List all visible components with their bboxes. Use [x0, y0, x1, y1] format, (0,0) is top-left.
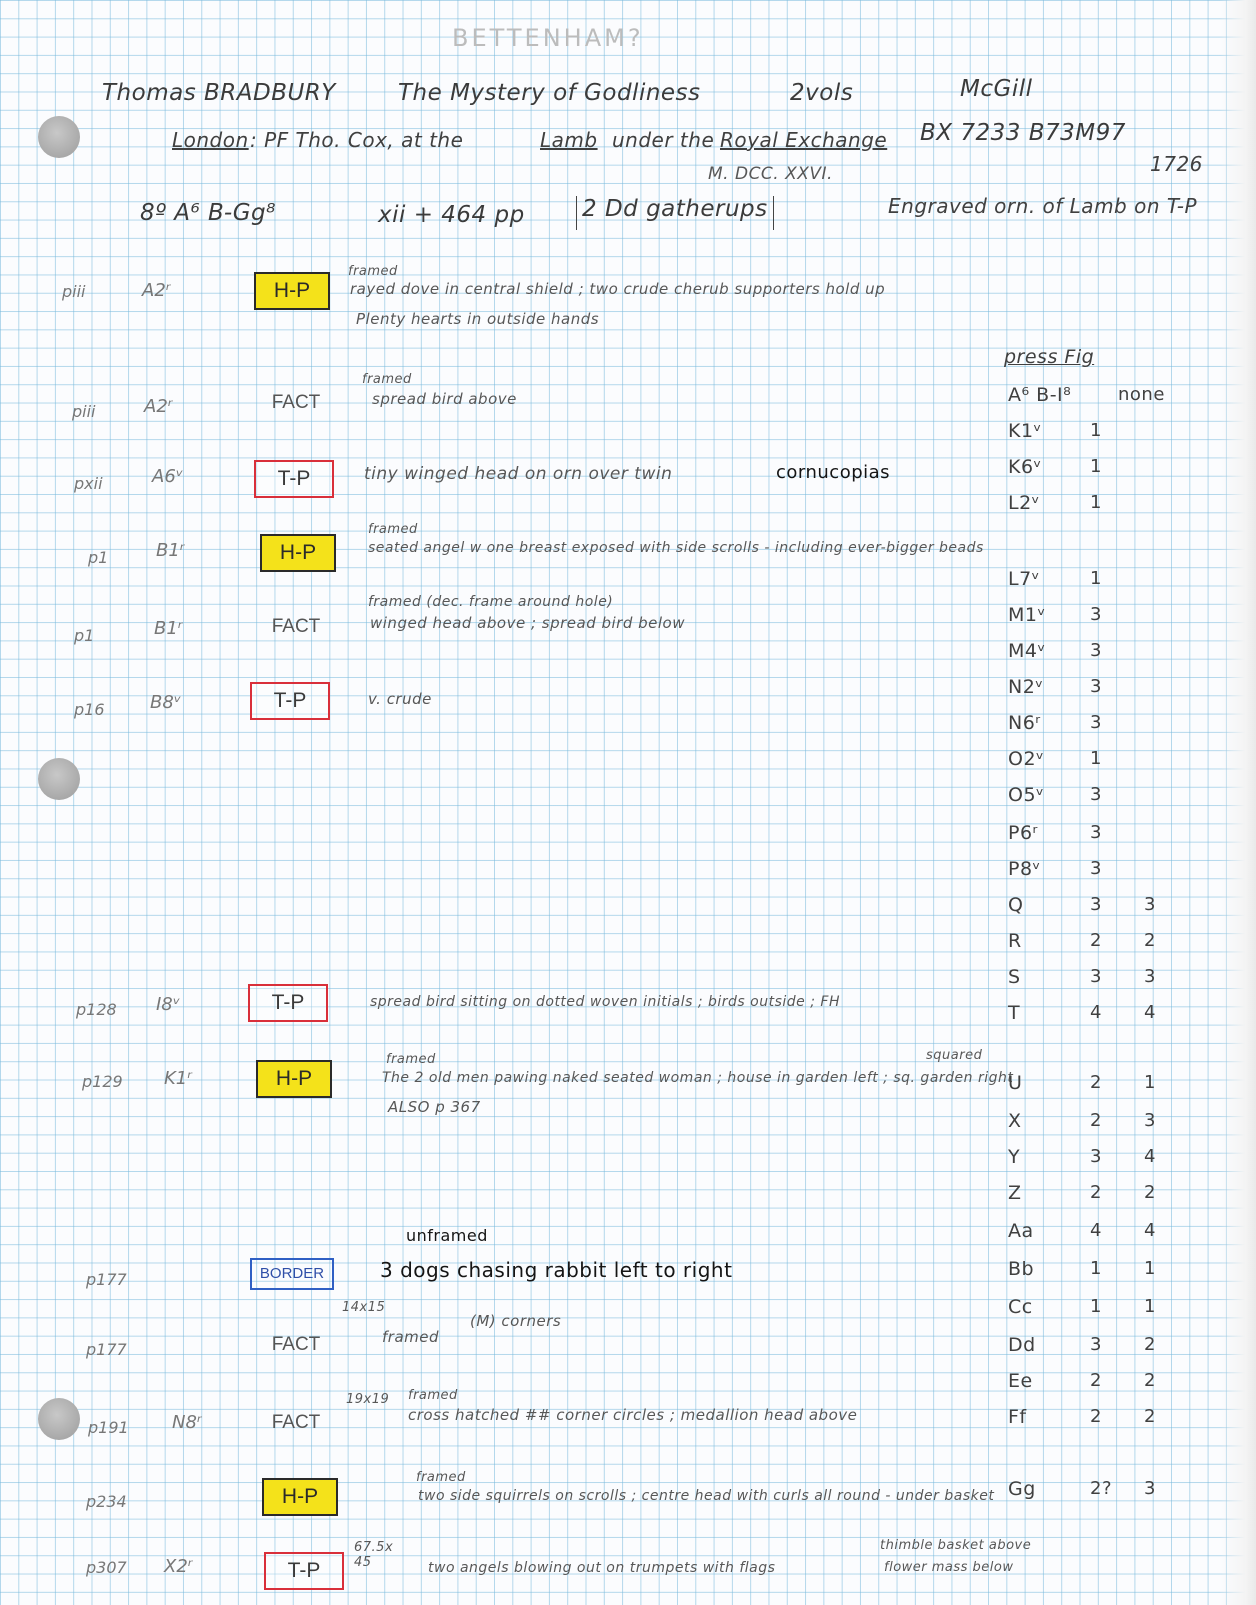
- press-row-figure-1: 2: [1090, 1110, 1102, 1131]
- punch-hole-bottom: [38, 1398, 80, 1440]
- press-row-signature: Z: [1008, 1182, 1022, 1204]
- press-row-figure-2: 2: [1144, 930, 1156, 951]
- entry-description: two angels blowing out on trumpets with flags: [428, 1560, 776, 1576]
- press-row-signature: L7ᵛ: [1008, 568, 1041, 590]
- tag-headpiece: H-P: [254, 272, 330, 310]
- press-row-figure-1: 2: [1090, 1182, 1102, 1203]
- tag-tailpiece: T-P: [264, 1552, 344, 1590]
- entry-description: seated angel w one breast exposed with side scrolls - including ever-bigger beads: [368, 540, 984, 556]
- entry-description: tiny winged head on orn over twin: [364, 464, 673, 484]
- press-row-figure-1: 1: [1090, 456, 1102, 477]
- press-row-figure-2: 3: [1144, 1478, 1156, 1499]
- entry-page: piii: [72, 402, 96, 421]
- press-row-figure-2: 2: [1144, 1406, 1156, 1427]
- tag-factotum: FACT: [271, 1412, 321, 1433]
- press-row-signature: O2ᵛ: [1008, 748, 1045, 770]
- annotation-bettenham: BETTENHAM?: [452, 24, 644, 52]
- entry-size: 14x15: [342, 1300, 386, 1315]
- press-row-signature: O5ᵛ: [1008, 784, 1045, 806]
- tag-tailpiece: T-P: [248, 984, 328, 1022]
- entry-description-cont: Plenty hearts in outside hands: [356, 310, 600, 328]
- press-row-figure-2: 2: [1144, 1334, 1156, 1355]
- entry-note-flower: flower mass below: [884, 1560, 1014, 1575]
- entry-note-framed: framed: [408, 1388, 458, 1403]
- entry-description-pen: 3 dogs chasing rabbit left to right: [380, 1258, 733, 1282]
- press-row-figure-2: 1: [1144, 1258, 1156, 1279]
- page-edge: [1220, 0, 1256, 1605]
- tag-factotum: FACT: [271, 616, 321, 637]
- entry-description: cross hatched ## corner circles ; medallion head above: [408, 1406, 858, 1424]
- entry-corners: (M) corners: [470, 1312, 562, 1330]
- press-row-figure-1: 4: [1090, 1220, 1102, 1241]
- press-row-figure-1: 3: [1090, 894, 1102, 915]
- press-row-signature: M4ᵛ: [1008, 640, 1046, 662]
- press-row-signature: P6ʳ: [1008, 822, 1038, 844]
- press-row-signature: Aa: [1008, 1220, 1034, 1242]
- press-row-figure-2: 2: [1144, 1370, 1156, 1391]
- tag-border: BORDER: [250, 1258, 334, 1290]
- entry-note-unframed: unframed: [406, 1226, 488, 1245]
- punch-hole-middle: [38, 758, 80, 800]
- press-row-figure-2: 3: [1144, 894, 1156, 915]
- press-row-signature: M1ᵛ: [1008, 604, 1046, 626]
- press-row-figure-1: 3: [1090, 640, 1102, 661]
- entry-note-framed: framed: [348, 264, 398, 279]
- entry-page: p16: [74, 700, 105, 719]
- tag-factotum: FACT: [271, 1334, 321, 1355]
- entry-description: spread bird sitting on dotted woven initials ; birds outside ; FH: [370, 994, 840, 1010]
- entry-signature: X2ʳ: [164, 1556, 193, 1577]
- entry-description-pen: cornucopias: [776, 462, 891, 483]
- press-row-signature: N6ʳ: [1008, 712, 1041, 734]
- press-row-figure-1: 3: [1090, 1146, 1102, 1167]
- press-row-figure-1: 1: [1090, 1258, 1102, 1279]
- entry-note-framed: framed: [362, 372, 412, 387]
- entry-note-squared: squared: [926, 1048, 983, 1063]
- press-row-figure-1: 3: [1090, 784, 1102, 805]
- entry-page: p129: [82, 1072, 123, 1091]
- entry-page: piii: [62, 282, 86, 301]
- press-row-figure-1: 2?: [1090, 1478, 1113, 1499]
- press-row-signature: R: [1008, 930, 1022, 952]
- entry-description: rayed dove in central shield ; two crude cherub supporters hold up: [350, 280, 886, 298]
- tag-factotum: FACT: [271, 392, 321, 413]
- entry-note-framed: framed (dec. frame around hole): [368, 594, 614, 610]
- pagination: xii + 464 pp: [378, 202, 525, 228]
- tag-headpiece: H-P: [256, 1060, 332, 1098]
- press-row-figure-2: 3: [1144, 966, 1156, 987]
- roman-date: M. DCC. XXVI.: [708, 164, 833, 184]
- press-row-figure-1: 3: [1090, 966, 1102, 987]
- press-row-signature: L2ᵛ: [1008, 492, 1041, 514]
- entry-signature: A6ᵛ: [152, 466, 184, 487]
- press-row-signature: Y: [1008, 1146, 1021, 1168]
- shelfmark: BX 7233 B73M97: [920, 120, 1126, 146]
- press-row-signature: U: [1008, 1072, 1023, 1094]
- press-row-figure-2: 4: [1144, 1002, 1156, 1023]
- press-row-signature: N2ᵛ: [1008, 676, 1044, 698]
- entry-note-framed: framed: [416, 1470, 466, 1485]
- press-row-signature: Bb: [1008, 1258, 1035, 1280]
- entry-description: The 2 old men pawing naked seated woman ; house in garden left ; sq. garden right: [382, 1070, 1014, 1086]
- entry-note-framed: framed: [368, 522, 418, 537]
- entry-signature: N8ʳ: [172, 1412, 202, 1433]
- gatherings: 2 Dd gatherups: [582, 196, 768, 222]
- press-row-figure-1: 1: [1090, 748, 1102, 769]
- press-row-figure-1: 1: [1090, 1296, 1102, 1317]
- entry-page: p1: [74, 626, 95, 645]
- entry-signature: B1ʳ: [156, 540, 185, 561]
- entry-page: p177: [86, 1340, 127, 1359]
- imprint-printer: : PF Tho. Cox, at the: [250, 128, 464, 152]
- press-row-signature: Cc: [1008, 1296, 1033, 1318]
- press-row-figure-1: 3: [1090, 712, 1102, 733]
- entry-size: 67.5x 45: [354, 1540, 394, 1570]
- entry-description: v. crude: [368, 690, 432, 708]
- press-row-figure-1: 1: [1090, 492, 1102, 513]
- entry-signature: A2ʳ: [142, 280, 171, 301]
- imprint-lamb: Lamb: [540, 128, 598, 152]
- press-row-signature: T: [1008, 1002, 1021, 1024]
- press-row-figure-1: 3: [1090, 1334, 1102, 1355]
- press-row-figure-2: 4: [1144, 1146, 1156, 1167]
- imprint-place: London: [172, 128, 249, 152]
- press-row-signature: P8ᵛ: [1008, 858, 1041, 880]
- entry-page: p307: [86, 1558, 127, 1577]
- press-row-signature: K6ᵛ: [1008, 456, 1042, 478]
- entry-signature: A2ʳ: [144, 396, 173, 417]
- press-row-figure-1: 3: [1090, 604, 1102, 625]
- imprint-royal-exchange: Royal Exchange: [720, 128, 888, 152]
- collation: 8º A⁶ B-Gg⁸: [140, 200, 276, 226]
- press-row-signature: S: [1008, 966, 1021, 988]
- imprint-under: under the: [612, 128, 715, 152]
- entry-description: spread bird above: [372, 390, 517, 408]
- tag-tailpiece: T-P: [250, 682, 330, 720]
- press-row-figure-2: 2: [1144, 1182, 1156, 1203]
- entry-size: 19x19: [346, 1392, 390, 1407]
- press-row-signature: Gg: [1008, 1478, 1036, 1500]
- press-row-figure-1: 2: [1090, 1406, 1102, 1427]
- entry-note-basket: thimble basket above: [880, 1538, 1032, 1553]
- press-row-signature: Ff: [1008, 1406, 1027, 1428]
- press-row-signature: X: [1008, 1110, 1022, 1132]
- entry-page: p191: [88, 1418, 129, 1437]
- library-name: McGill: [960, 76, 1033, 102]
- press-row-figure-1: 2: [1090, 930, 1102, 951]
- entry-page: p128: [76, 1000, 117, 1019]
- press-row-figure-1: 3: [1090, 822, 1102, 843]
- entry-page: pxii: [74, 474, 103, 493]
- press-row-figure-2: 4: [1144, 1220, 1156, 1241]
- entry-also: ALSO p 367: [388, 1098, 481, 1116]
- press-row-figure-1: 4: [1090, 1002, 1102, 1023]
- press-row-signature: Dd: [1008, 1334, 1036, 1356]
- tag-headpiece: H-P: [262, 1478, 338, 1516]
- press-row-figure-1: none: [1118, 384, 1165, 405]
- press-row-signature: Q: [1008, 894, 1024, 916]
- tag-tailpiece: T-P: [254, 460, 334, 498]
- press-row-figure-1: 1: [1090, 420, 1102, 441]
- year: 1726: [1150, 152, 1203, 176]
- press-row-figure-2: 3: [1144, 1110, 1156, 1131]
- press-row-signature: K1ᵛ: [1008, 420, 1042, 442]
- volumes: 2vols: [790, 80, 854, 106]
- entry-signature: B8ᵛ: [150, 692, 182, 713]
- entry-description: framed: [382, 1328, 440, 1346]
- entry-page: p1: [88, 548, 109, 567]
- entry-signature: B1ʳ: [154, 618, 183, 639]
- press-row-figure-1: 2: [1090, 1072, 1102, 1093]
- press-row-figure-1: 2: [1090, 1370, 1102, 1391]
- entry-page: p234: [86, 1492, 127, 1511]
- engraved-ornament-note: Engraved orn. of Lamb on T-P: [888, 194, 1198, 218]
- punch-hole-top: [38, 116, 80, 158]
- press-figure-heading: press Fig: [1004, 346, 1095, 368]
- press-row-signature: Ee: [1008, 1370, 1033, 1392]
- press-row-figure-1: 1: [1090, 568, 1102, 589]
- entry-description: winged head above ; spread bird below: [370, 614, 686, 632]
- press-row-figure-2: 1: [1144, 1072, 1156, 1093]
- tag-headpiece: H-P: [260, 534, 336, 572]
- entry-signature: K1ʳ: [164, 1068, 192, 1089]
- entry-page: p177: [86, 1270, 127, 1289]
- press-row-figure-1: 3: [1090, 858, 1102, 879]
- author-name: Thomas BRADBURY: [102, 80, 336, 106]
- press-row-figure-1: 3: [1090, 676, 1102, 697]
- press-row-figure-2: 1: [1144, 1296, 1156, 1317]
- press-row-signature: A⁶ B-I⁸: [1008, 384, 1072, 406]
- entry-note-framed: framed: [386, 1052, 436, 1067]
- book-title: The Mystery of Godliness: [398, 80, 701, 106]
- entry-description: two side squirrels on scrolls ; centre head with curls all round - under basket: [418, 1488, 995, 1504]
- entry-signature: I8ᵛ: [156, 994, 181, 1015]
